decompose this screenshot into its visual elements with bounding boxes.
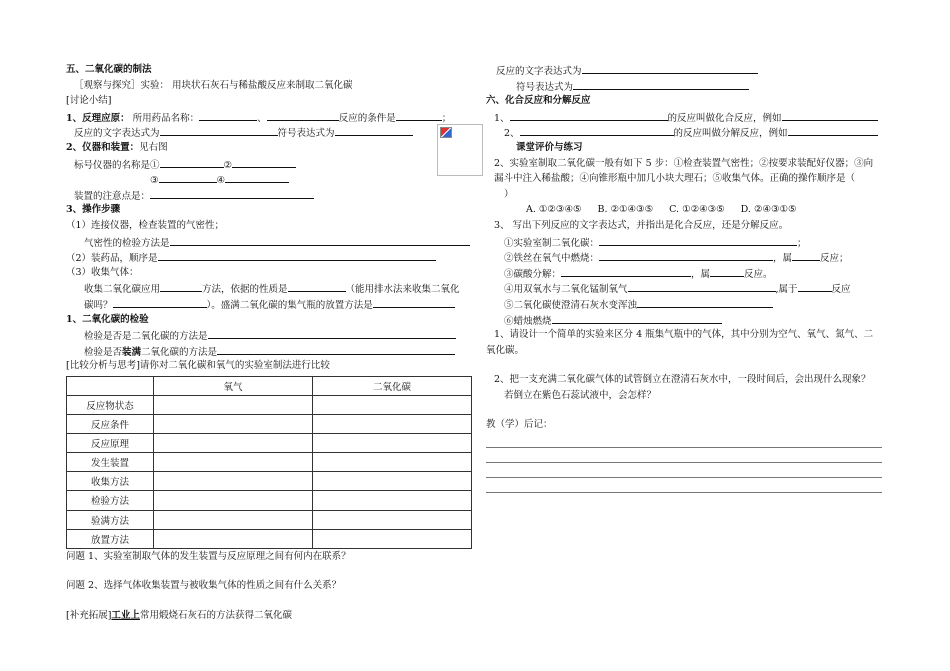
- section-6-title: 六、化合反应和分解反应: [486, 95, 591, 107]
- item-3-type-blank[interactable]: [710, 265, 744, 277]
- instrument-line-2: [66, 171, 476, 187]
- combination-line: [486, 109, 886, 125]
- decomposition-text: 的反应叫做分解反应，例如: [673, 128, 788, 140]
- combination-blank[interactable]: [510, 109, 668, 121]
- option-d[interactable]: D. ②④③①⑤: [740, 204, 797, 216]
- reagent-label: 所用药品名称：: [132, 112, 200, 124]
- row-label: 反应原理: [67, 434, 154, 453]
- exercise-2-line-2: 漏斗中注入稀盐酸；④向锥形瓶中加几小块大理石；⑤收集气体。正确的操作顺序是（: [494, 173, 856, 185]
- test-line-2: [66, 343, 476, 359]
- table-header-cell: [67, 376, 154, 395]
- cell-oxygen[interactable]: [154, 434, 313, 453]
- left-column: [66, 62, 476, 624]
- airtight-blank[interactable]: [170, 234, 470, 246]
- exercise-3-item-2: [486, 249, 886, 265]
- full-test-blank[interactable]: [217, 343, 455, 355]
- discuss-label: [讨论小结]: [66, 95, 112, 107]
- condition-label: 反应的条件是: [338, 112, 396, 124]
- table-row: [67, 491, 472, 510]
- exercise-3-item-6: [486, 312, 886, 328]
- item-1-blank[interactable]: [599, 234, 797, 246]
- exercise-2-options: [486, 202, 886, 218]
- symbol-expression-blank[interactable]: [335, 124, 413, 136]
- extension-tag: [补充拓展]: [66, 609, 112, 621]
- row-label: 验满方法: [67, 510, 154, 529]
- condition-blank[interactable]: [396, 109, 442, 121]
- symbol-expr-line: [486, 78, 886, 94]
- notes-label: 装置的注意点是：: [74, 190, 151, 202]
- option-b[interactable]: B. ②①④③⑤: [597, 204, 654, 216]
- section-5-title: 五、二氧化碳的制法: [66, 64, 152, 75]
- expression-line: [66, 124, 476, 140]
- observe-line: ［观察与探究］实验： 用块状石灰石与稀盐酸反应来制取二氧化碳: [74, 79, 353, 91]
- item-3-belongs: ，属: [691, 268, 711, 280]
- cell-co2[interactable]: [313, 434, 472, 453]
- tube-question-line-1: 2、把一支充满二氧化碳气体的试管倒立在澄清石灰水中，一段时间后，会出现什么现象？: [494, 374, 871, 386]
- reagent-blank-1[interactable]: [199, 109, 257, 121]
- extension-line: [66, 608, 476, 624]
- row-label: 收集方法: [67, 472, 154, 491]
- airtight-line: [66, 234, 476, 250]
- design-question-line-1: 1、请设计一个简单的实验来区分 4 瓶集气瓶中的气体，其中分别为空气、氧气、氮气、二: [494, 329, 874, 341]
- notes-rule[interactable]: [486, 478, 882, 493]
- cell-co2[interactable]: [313, 510, 472, 529]
- steps-title: 3、操作步骤: [66, 204, 121, 216]
- item-1-label: ①实验室制二氧化碳：: [504, 237, 600, 249]
- item-3-label: ③碳酸分解：: [504, 268, 562, 280]
- principle-title: 1、反理应原：: [66, 112, 130, 124]
- placement-blank[interactable]: [373, 296, 455, 308]
- teaching-notes-label: 教（学）后记：: [486, 419, 553, 431]
- placement-label: ）。盛满二氧化碳的集气瓶的放置方法是: [206, 299, 373, 311]
- word-expr-line: [486, 62, 886, 78]
- collect-line: [66, 280, 476, 296]
- table-header-oxygen: 氧气: [154, 376, 313, 395]
- word-expr-label: 反应的文字表达式为: [496, 66, 582, 77]
- exercise-3-item-5: [486, 296, 886, 312]
- test-line-1: [66, 327, 476, 343]
- item-4-type-blank[interactable]: [798, 280, 832, 292]
- test-title: 1、二氧化碳的检验: [66, 313, 149, 325]
- notes-blank[interactable]: [150, 187, 314, 199]
- cell-co2[interactable]: [313, 395, 472, 414]
- instrument-num-4: ④: [216, 175, 226, 187]
- word-expr-blank[interactable]: [582, 62, 758, 74]
- question-2: 问题 2、选择气体收集装置与被收集气体的性质之间有什么关系？: [66, 580, 342, 592]
- test-label: 检验是否是二氧化碳的方法是: [84, 331, 208, 343]
- item-4-blank[interactable]: [628, 280, 776, 292]
- item-2-type-blank[interactable]: [792, 249, 820, 261]
- principle-line: [66, 109, 476, 125]
- table-row: [67, 510, 472, 529]
- table-row: [67, 434, 472, 453]
- exercise-3-title: 3、 写出下列反应的文字表达式，并指出是化合反应，还是分解反应。: [494, 219, 789, 231]
- table-row: [67, 529, 472, 548]
- exercise-3-item-3: [486, 265, 886, 281]
- full-test-pre: 检验是否: [84, 346, 123, 358]
- notes-rule[interactable]: [486, 448, 882, 463]
- comparison-table: [66, 376, 472, 549]
- instrument-blank-1[interactable]: [160, 156, 224, 168]
- water-question-end: 碳吗？: [84, 299, 113, 311]
- decomposition-blank[interactable]: [520, 124, 674, 136]
- item-3-end: 反应。: [744, 268, 773, 280]
- tube-question-line-2: 若倒立在紫色石蕊试液中，会怎样？: [504, 389, 657, 401]
- property-blank[interactable]: [288, 280, 346, 292]
- step-3: （3）收集气体：: [66, 266, 139, 278]
- instrument-blank-4[interactable]: [225, 171, 289, 183]
- reagent-blank-2[interactable]: [267, 109, 339, 121]
- apparatus-figure: [437, 124, 483, 176]
- symbol-expr-blank[interactable]: [573, 78, 749, 90]
- cell-oxygen[interactable]: [154, 472, 313, 491]
- instrument-blank-3[interactable]: [159, 171, 217, 183]
- exercise-3-item-4: [486, 280, 886, 296]
- water-question: （能用排水法来收集二氧化: [345, 284, 460, 296]
- broken-image-icon: [440, 127, 452, 138]
- instrument-label: 标号仪器的名称是①: [74, 159, 160, 171]
- class-eval-title: 课堂评价与练习: [516, 141, 583, 153]
- full-test-post: 二氧化碳的方法是: [141, 346, 218, 358]
- cell-co2[interactable]: [313, 453, 472, 472]
- combination-example-blank[interactable]: [782, 109, 878, 121]
- step-1: （1）连接仪器，检查装置的气密性；: [66, 219, 225, 231]
- cell-co2[interactable]: [313, 472, 472, 491]
- compare-line: [比较分析与思考]请你对二氧化碳和氧气的实验室制法进行比较: [66, 360, 330, 372]
- water-blank[interactable]: [113, 296, 207, 308]
- property-label: 方法，依据的性质是: [202, 284, 288, 296]
- decomposition-example-blank[interactable]: [788, 124, 878, 136]
- item-4-label: ④用双氧水与二氧化锰制氧气: [504, 284, 628, 296]
- instrument-line-1: [66, 156, 476, 172]
- row-label: 反应条件: [67, 415, 154, 434]
- full-test-bold: 装满: [122, 346, 142, 358]
- row-label: 发生装置: [67, 453, 154, 472]
- row-label: 放置方法: [67, 529, 154, 548]
- question-1: 问题 1、实验室制取气体的发生装置与反应原理之间有何内在联系？: [66, 550, 351, 562]
- item-4-belongs: ,属于: [775, 284, 798, 296]
- cell-oxygen[interactable]: [154, 529, 313, 548]
- collect-method-blank[interactable]: [160, 280, 202, 292]
- symbol-expression-label: 符号表达式为: [277, 128, 335, 140]
- combination-text: 的反应叫做化合反应，例如: [667, 112, 782, 124]
- cell-oxygen[interactable]: [154, 415, 313, 434]
- test-blank[interactable]: [208, 327, 456, 339]
- cell-oxygen[interactable]: [154, 510, 313, 529]
- cell-co2[interactable]: [313, 415, 472, 434]
- step-2: [66, 249, 476, 265]
- notes-rule[interactable]: [486, 463, 882, 478]
- item-4-end: 反应: [831, 284, 851, 296]
- step-2-blank[interactable]: [158, 249, 436, 261]
- symbol-expr-label: 符号表达式为: [516, 81, 574, 93]
- table-header-co2: 二氧化碳: [313, 376, 472, 395]
- cell-oxygen[interactable]: [154, 491, 313, 510]
- item-2-belongs: ，属: [773, 253, 793, 265]
- item-2-end: 反应；: [820, 253, 849, 265]
- decomposition-line: [486, 124, 886, 140]
- cell-oxygen[interactable]: [154, 453, 313, 472]
- table-row: [67, 453, 472, 472]
- decomposition-num: 2、: [504, 128, 520, 140]
- item-1-end: ；: [797, 237, 807, 249]
- apparatus-title: 2、仪器和装置：: [66, 141, 140, 153]
- exercise-2-line-3: ）: [504, 188, 514, 200]
- right-column: [486, 62, 886, 493]
- instrument-num-3: ③: [150, 175, 159, 187]
- collect-label: 收集二氧化碳应用: [84, 284, 161, 296]
- extension-bold: 工业上: [111, 609, 140, 621]
- exercise-2-line-1: 2、实验室制取二氧化碳一般有如下 5 步：①检查装置气密性；②按要求装配好仪器；③向: [494, 157, 874, 169]
- instrument-blank-2[interactable]: [232, 156, 296, 168]
- apparatus-line: [66, 140, 476, 156]
- apparatus-ref: 见右图: [139, 141, 168, 153]
- separator: 、: [257, 112, 267, 124]
- notes-rule[interactable]: [486, 433, 882, 448]
- cell-co2[interactable]: [313, 529, 472, 548]
- option-c[interactable]: C. ①②④③⑤: [669, 204, 725, 216]
- combination-num: 1、: [494, 112, 510, 124]
- notes-line: [66, 187, 476, 203]
- exercise-3-item-1: [486, 234, 886, 250]
- cell-co2[interactable]: [313, 491, 472, 510]
- item-6-label: ⑥蜡烛燃烧: [504, 315, 552, 327]
- item-3-blank[interactable]: [561, 265, 691, 277]
- design-question-line-2: 氧化碳。: [486, 344, 525, 356]
- semicolon: ；: [441, 112, 452, 124]
- row-label: 检验方法: [67, 491, 154, 510]
- instrument-num-2: ②: [223, 159, 233, 171]
- word-expression-blank[interactable]: [160, 124, 278, 136]
- table-row: [67, 415, 472, 434]
- option-a[interactable]: A. ①②③④⑤: [526, 204, 582, 216]
- item-5-blank[interactable]: [637, 296, 773, 308]
- word-expression-label: 反应的文字表达式为: [74, 128, 160, 140]
- table-header-row: [67, 376, 472, 395]
- item-6-blank[interactable]: [552, 312, 722, 324]
- item-2-label: ②铁丝在氧气中燃烧：: [504, 253, 600, 265]
- collect-line-2: [66, 296, 476, 312]
- item-2-blank[interactable]: [599, 249, 773, 261]
- item-5-label: ⑤二氧化碳使澄清石灰水变浑浊: [504, 299, 638, 311]
- airtight-label: 气密性的检验方法是: [84, 237, 170, 249]
- cell-oxygen[interactable]: [154, 395, 313, 414]
- table-row: [67, 472, 472, 491]
- row-label: 反应物状态: [67, 395, 154, 414]
- step-2-label: （2）装药品，顺序是: [66, 253, 158, 265]
- extension-text: 常用煅烧石灰石的方法获得二氧化碳: [139, 609, 292, 621]
- table-row: [67, 395, 472, 414]
